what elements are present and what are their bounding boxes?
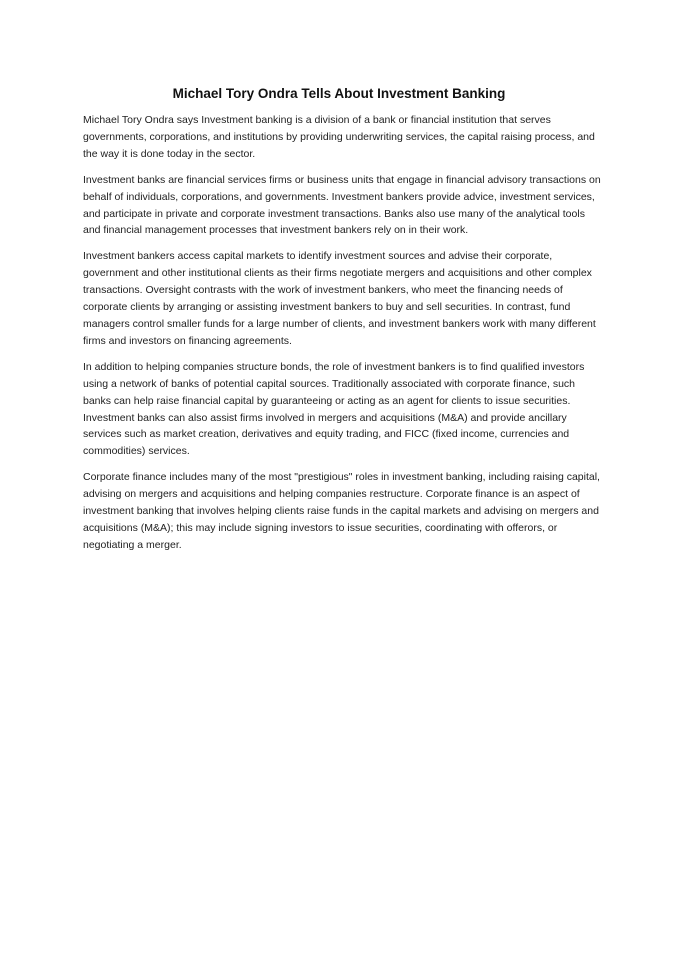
paragraph-2: Investment banks are financial services firms or business units that engage in financial advisory transactions on behalf of individuals, corporations, and governments. Investment bankers provide advice, investment services, and participate in private and corporate investment transactions. Banks also use many of the analytical tools and financial management processes that investment bankers rely on in their work.: [83, 173, 601, 237]
paragraph-1: Michael Tory Ondra says Investment banking is a division of a bank or financial institution that serves governments, corporations, and institutions by providing underwriting services, the capital raising process, and the way it is done today in the sector.: [83, 114, 595, 160]
paragraph-5: Corporate finance includes many of the most "prestigious" roles in investment banking, including raising capital, advising on mergers and acquisitions and helping companies restructure. Corporate finance is an aspect of investment banking that involves helping clients raise funds in the capital markets and advising on mergers and acquisitions (M&A); this may include signing investors to issue securities, coordinating with offerors, or negotiating a merger.: [83, 471, 600, 551]
paragraph-4: In addition to helping companies structure bonds, the role of investment bankers is to find qualified investors using a network of banks of potential capital sources. Traditionally associated with corporate finance, such banks can help raise financial capital by guaranteeing or acting as an agent for clients to issue securities. Investment banks can also assist firms involved in mergers and acquisitions (M&A) and provide ancillary services such as market creation, derivatives and equity trading, and FICC (fixed income, currencies and commodities) services.: [83, 360, 585, 458]
document-title: Michael Tory Ondra Tells About Investment Banking: [172, 86, 506, 101]
document-body: [83, 112, 603, 563]
paragraph-3: Investment bankers access capital markets to identify investment sources and advise their corporate, government and other institutional clients as their firms negotiate mergers and acquisitions and other complex transactions. Oversight contrasts with the work of investment bankers, who meet the financing needs of corporate clients by arranging or assisting investment bankers to buy and sell securities. In contrast, fund managers control smaller funds for a large number of clients, and investment bankers work with many different firms and investors on financing agreements.: [83, 250, 596, 347]
